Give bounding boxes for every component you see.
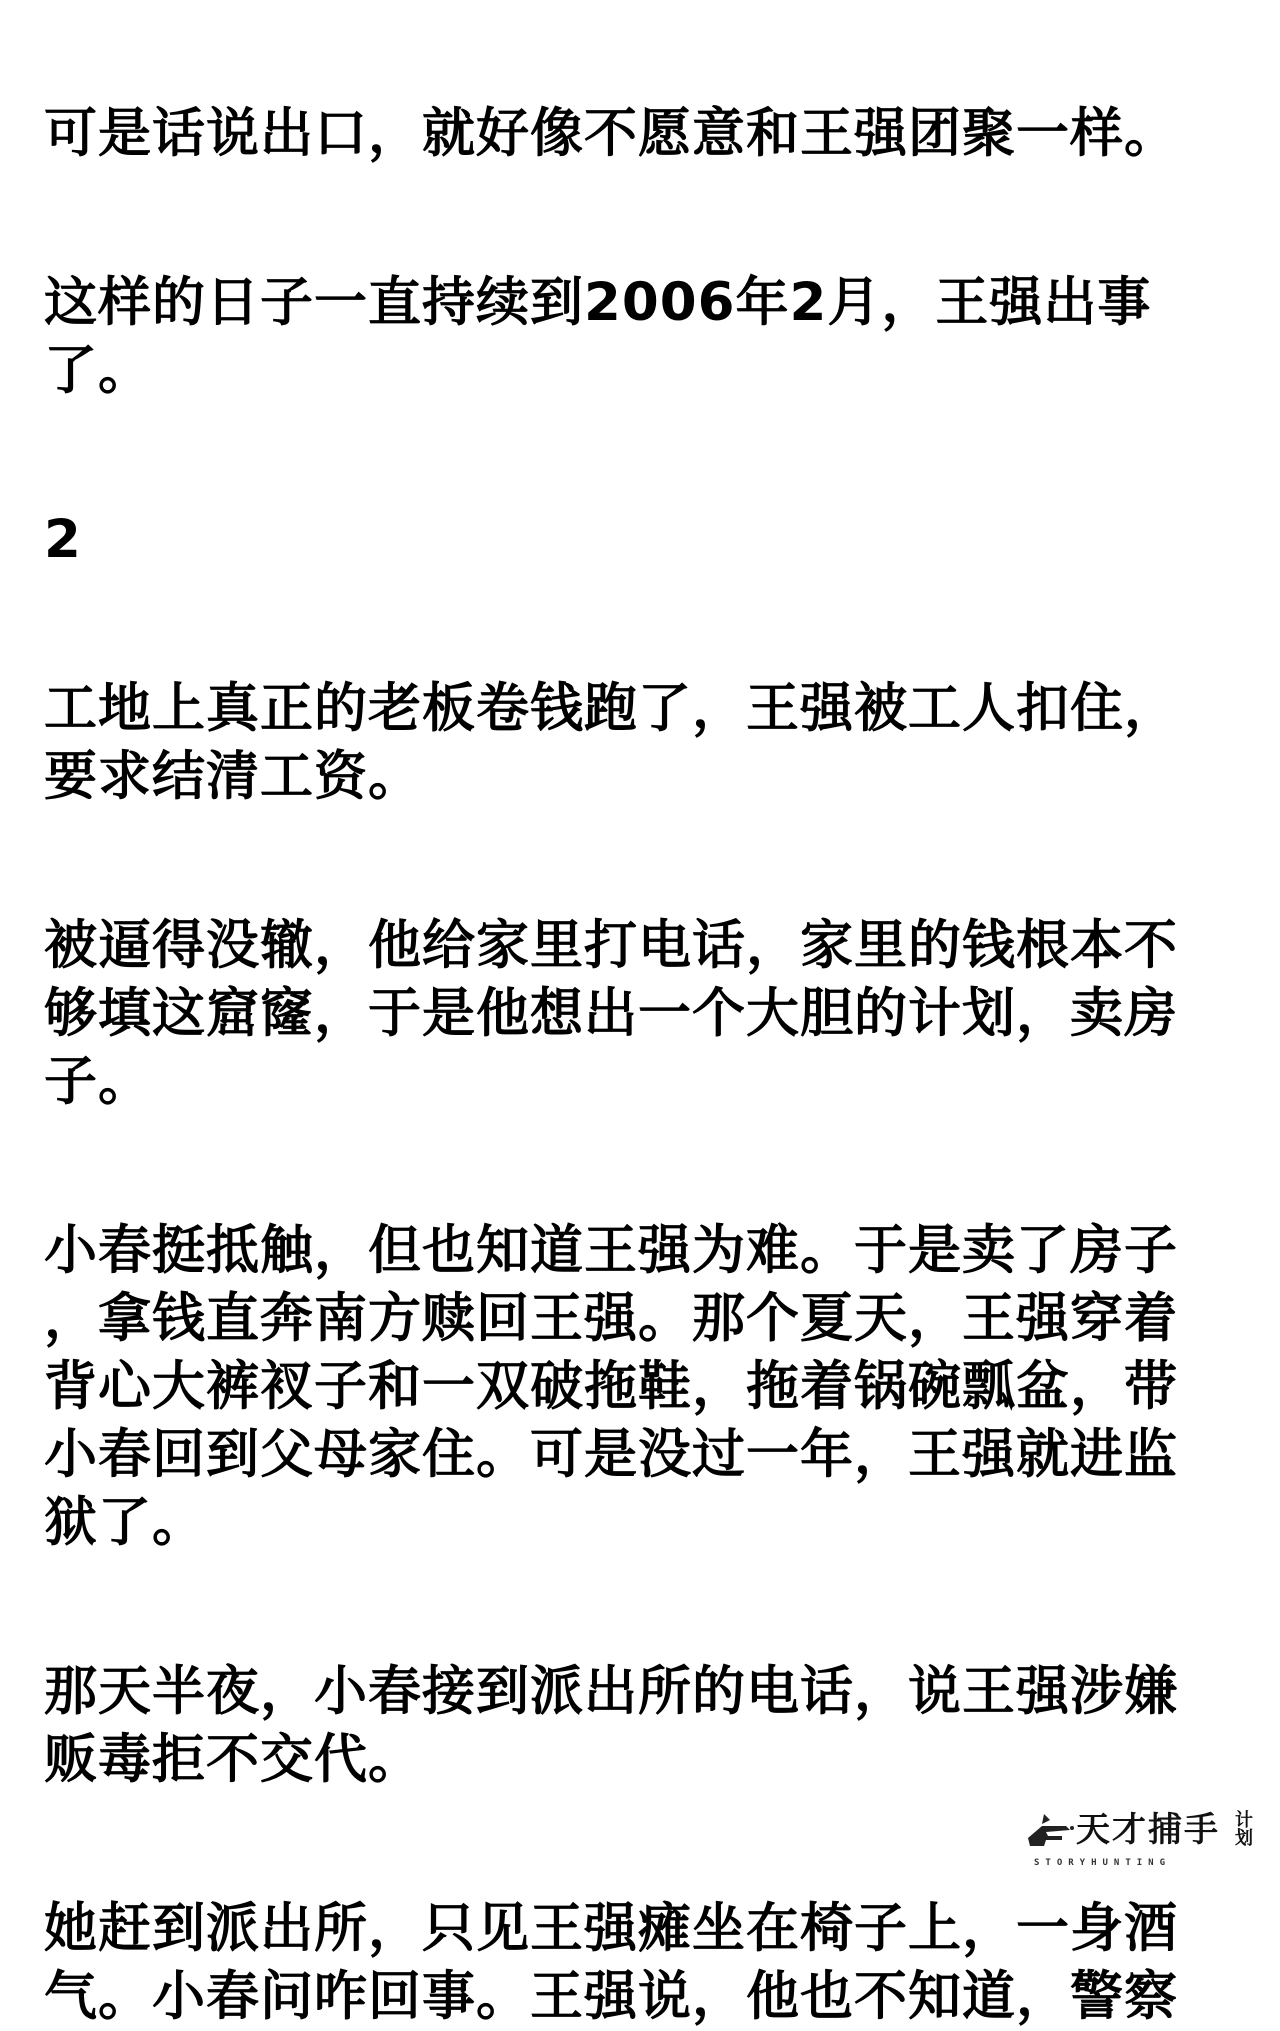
paragraph: 被逼得没辙，他给家里打电话，家里的钱根本不 够填这窟窿，于是他想出一个大胆的计划，卖房 子。 <box>44 915 1178 1112</box>
section-number: 2 <box>44 509 82 570</box>
watermark-side-text: 计划 <box>1232 1810 1253 1846</box>
paragraph: 小春挺抵触，但也知道王强为难。于是卖了房子 ，拿钱直奔南方赎回王强。那个夏天，王强穿着 背心大裤衩子和一双破拖鞋，拖着锅碗瓢盆，带 小春回到父母家住。可是没过一年，王强就进监 狱了。 <box>44 1220 1178 1553</box>
pointing-hand-icon <box>1022 1808 1078 1856</box>
paragraph: 她赶到派出所，只见王强瘫坐在椅子上，一身酒 气。小春问咋回事。王强说，他也不知道，警察 <box>44 1898 1178 2027</box>
paragraph: 工地上真正的老板卷钱跑了，王强被工人扣住， 要求结清工资。 <box>44 678 1178 807</box>
paragraph: 这样的日子一直持续到2006年2月，王强出事了。 <box>44 272 1152 401</box>
paragraph: 可是话说出口，就好像不愿意和王强团聚一样。 <box>44 103 1178 164</box>
watermark-main-text: 天才捕手 <box>1076 1810 1220 1850</box>
watermark-roman-text: STORYHUNTING <box>1034 1858 1172 1868</box>
watermark-logo <box>1022 1808 1262 1874</box>
article-body <box>44 100 1244 2031</box>
paragraph: 那天半夜，小春接到派出所的电话，说王强涉嫌 贩毒拒不交代。 <box>44 1661 1178 1790</box>
